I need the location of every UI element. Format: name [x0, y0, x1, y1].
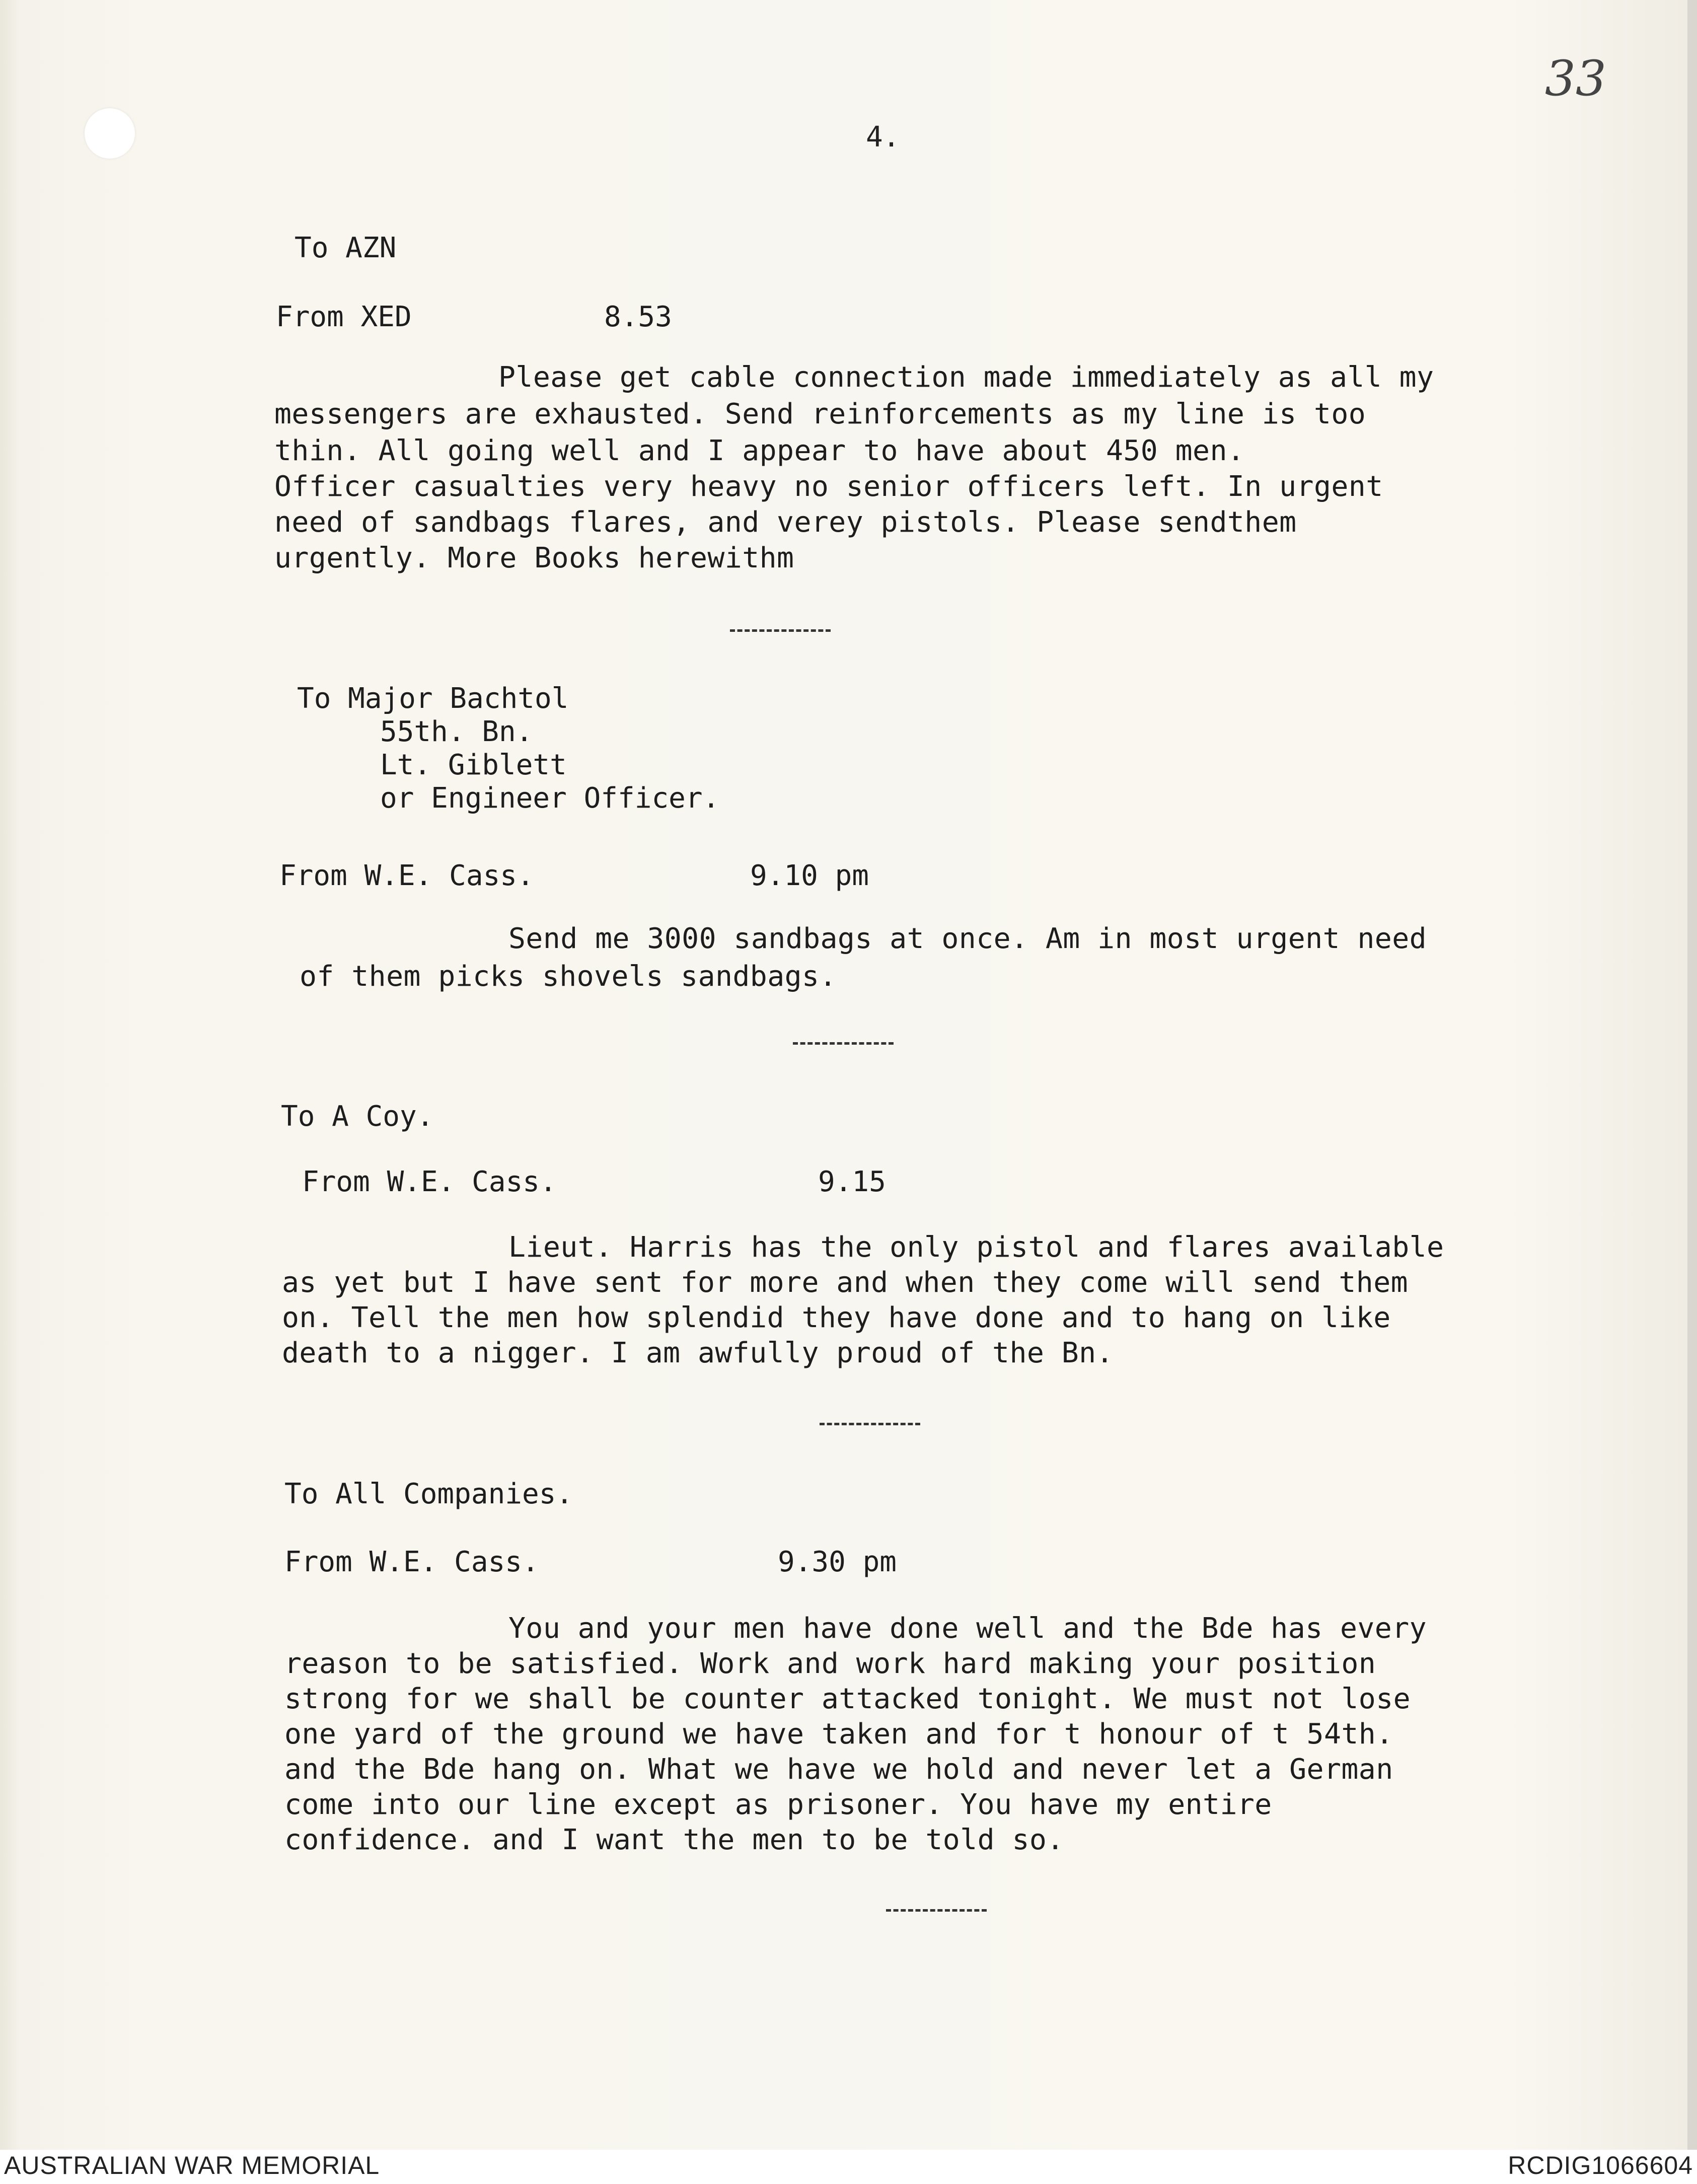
message-3-to: To A Coy.: [281, 1100, 434, 1133]
message-4-to: To All Companies.: [284, 1478, 573, 1510]
page-edge: [1687, 0, 1697, 2150]
message-2-time: 9.10 pm: [750, 859, 869, 892]
message-1-body-line: Please get cable connection made immediately as all my: [498, 361, 1434, 394]
message-4-time: 9.30 pm: [778, 1546, 897, 1578]
message-4-body-line: confidence. and I want the men to be told so.: [284, 1824, 1064, 1856]
message-4-body-line: and the Bde hang on. What we have we hold and never let a German: [284, 1753, 1393, 1786]
message-1-body-line: thin. All going well and I appear to have about 450 men.: [274, 434, 1245, 467]
punch-hole: [85, 108, 135, 159]
message-3-body-line: on. Tell the men how splendid they have done and to hang on like: [282, 1301, 1391, 1334]
message-4-body-line: strong for we shall be counter attacked tonight. We must not lose: [284, 1683, 1411, 1715]
message-1-body-line: messengers are exhausted. Send reinforcements as my line is too: [274, 398, 1366, 430]
message-3-time: 9.15: [818, 1166, 886, 1198]
message-1-body-line: need of sandbags flares, and verey pistols. Please sendthem: [274, 506, 1297, 539]
folio-number: 33: [1544, 50, 1606, 107]
message-4-body-line: come into our line except as prisoner. You have my entire: [284, 1788, 1272, 1821]
message-3-body-line: death to a nigger. I am awfully proud of the Bn.: [282, 1337, 1114, 1369]
message-4-body-line: You and your men have done well and the Bde has every: [508, 1612, 1427, 1645]
divider: [730, 629, 831, 632]
message-1-body-line: Officer casualties very heavy no senior officers left. In urgent: [274, 470, 1383, 503]
message-3-body-line: as yet but I have sent for more and when they come will send them: [282, 1266, 1409, 1299]
footer-record-id: RCDIG1066604: [1508, 2151, 1693, 2179]
message-2-to-line: or Engineer Officer.: [380, 782, 720, 815]
footer-archive-name: AUSTRALIAN WAR MEMORIAL: [4, 2151, 380, 2179]
message-4-body-line: reason to be satisfied. Work and work hard making your position: [284, 1647, 1376, 1680]
message-2-body-line: of them picks shovels sandbags.: [300, 960, 837, 993]
divider: [793, 1042, 894, 1045]
message-1-to: To AZN: [294, 232, 397, 264]
message-1-body-line: urgently. More Books herewithm: [274, 542, 794, 574]
message-2-to-line: Lt. Giblett: [380, 749, 567, 781]
message-2-to-line: 55th. Bn.: [380, 715, 533, 748]
message-2-body-line: Send me 3000 sandbags at once. Am in most urgent need: [508, 922, 1427, 955]
message-3-from: From W.E. Cass.: [302, 1166, 557, 1198]
message-1-time: 8.53: [604, 301, 672, 333]
page-number: 4.: [866, 121, 900, 154]
message-2-to: To Major Bachtol: [297, 682, 569, 715]
message-1-from: From XED: [276, 301, 412, 333]
message-4-body-line: one yard of the ground we have taken and for t honour of t 54th.: [284, 1718, 1393, 1751]
message-4-from: From W.E. Cass.: [284, 1546, 539, 1578]
divider: [886, 1909, 987, 1912]
divider: [820, 1423, 920, 1425]
message-3-body-line: Lieut. Harris has the only pistol and flares available: [508, 1231, 1444, 1264]
message-2-from: From W.E. Cass.: [279, 859, 534, 892]
